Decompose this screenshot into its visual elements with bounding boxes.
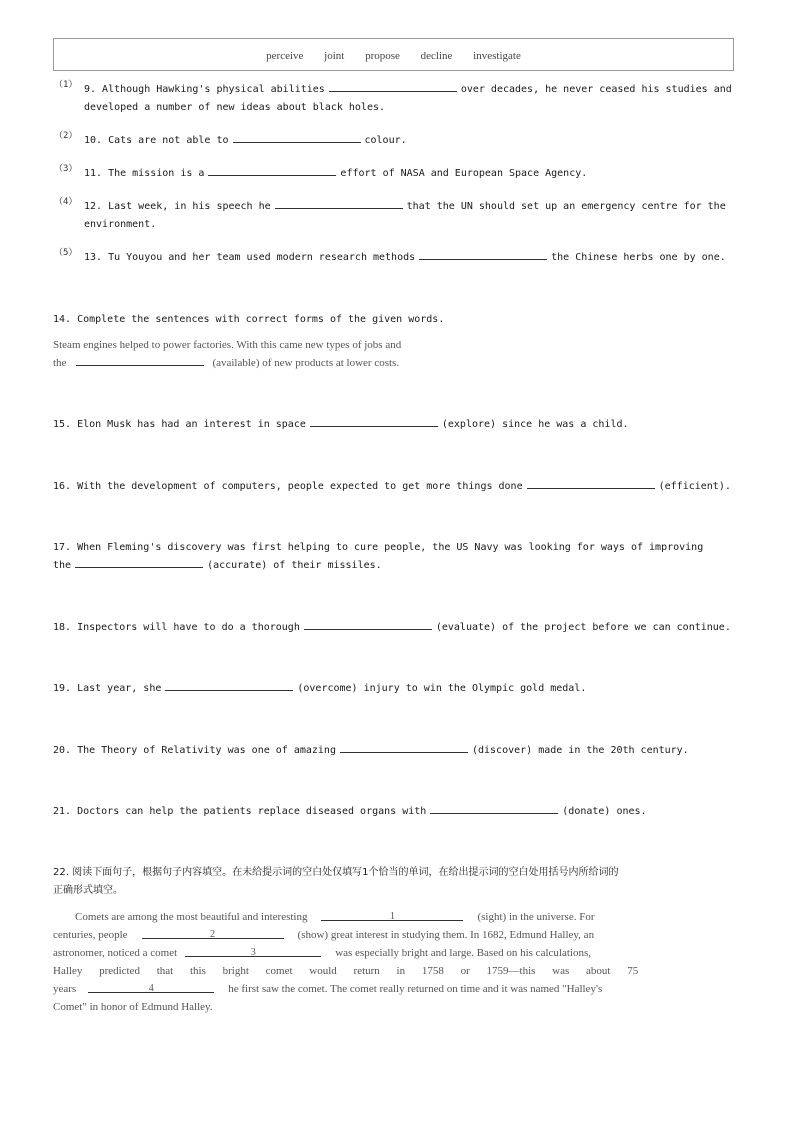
answer-blank[interactable]: [419, 249, 547, 260]
answer-blank[interactable]: [208, 165, 336, 176]
question-text: 10. Cats are not able to: [84, 135, 229, 146]
question-text: environment.: [84, 219, 157, 230]
question-text: 19. Last year, she: [53, 683, 162, 694]
question-16: [53, 478, 731, 496]
question-text: (accurate) of their missiles.: [207, 560, 382, 571]
passage-text: Comet" in honor of Edmund Halley.: [53, 1001, 213, 1013]
question-17-line: [53, 557, 382, 575]
question-text: (available) of new products at lower costs.: [212, 357, 400, 369]
question-17: 17. When Fleming's discovery was first helping to cure people, the US Navy was looking for ways of improving: [53, 542, 704, 553]
question-10: [84, 132, 407, 150]
question-9: [84, 81, 732, 99]
passage-line: [53, 908, 743, 926]
question-text: colour.: [364, 135, 407, 146]
item-marker: （3）: [54, 164, 78, 174]
question-text: 9. Although Hawking's physical abilities: [84, 84, 325, 95]
question-text: the: [53, 357, 67, 369]
question-12: [84, 198, 726, 216]
item-marker: （4）: [54, 197, 78, 207]
passage-line: [53, 926, 743, 944]
blank-number: 3: [250, 947, 256, 958]
item-marker: （1）: [54, 80, 78, 90]
question-text: (discover) made in the 20th century.: [471, 745, 689, 756]
passage-text: (sight) in the universe. For: [477, 911, 595, 923]
word-bank-item: perceive: [266, 50, 304, 62]
blank-number: 2: [210, 929, 216, 940]
question-text: 13. Tu Youyou and her team used modern research methods: [84, 252, 416, 263]
answer-blank[interactable]: [165, 680, 293, 691]
question-15: [53, 416, 629, 434]
question-text: the Chinese herbs one by one.: [551, 252, 726, 263]
answer-blank[interactable]: [233, 132, 361, 143]
question-18: [53, 619, 731, 637]
answer-blank-4[interactable]: [88, 980, 214, 993]
question-text: the: [53, 560, 72, 571]
answer-blank[interactable]: [527, 478, 655, 489]
question-text: 18. Inspectors will have to do a thorough: [53, 622, 300, 633]
question-13: [84, 249, 726, 267]
answer-blank[interactable]: [310, 416, 438, 427]
word-bank-item: investigate: [473, 50, 521, 62]
question-text: over decades, he never ceased his studies and: [460, 84, 732, 95]
question-text: (explore) since he was a child.: [441, 419, 629, 430]
question-22-instruction: 正确形式填空。: [53, 885, 123, 896]
word-bank-item: propose: [365, 50, 400, 62]
answer-blank-3[interactable]: [185, 944, 321, 957]
word-bank: [54, 50, 733, 62]
question-text: 15. Elon Musk has had an interest in space: [53, 419, 306, 430]
passage-line: [53, 944, 743, 962]
question-text: 16. With the development of computers, people expected to get more things done: [53, 481, 523, 492]
passage-text: astronomer, noticed a comet: [53, 947, 178, 959]
passage-text: Comets are among the most beautiful and interesting: [75, 911, 308, 923]
question-text: 11. The mission is a: [84, 168, 205, 179]
passage-text: was especially bright and large. Based on his calculations,: [335, 947, 591, 959]
answer-blank[interactable]: [340, 742, 468, 753]
word-bank-item: decline: [420, 50, 453, 62]
question-text: (donate) ones.: [562, 806, 647, 817]
passage-text: (show) great interest in studying them. In 1682, Edmund Halley, an: [297, 929, 595, 941]
passage-text: years: [53, 983, 77, 995]
blank-number: 4: [148, 983, 154, 994]
question-text: 20. The Theory of Relativity was one of amazing: [53, 745, 336, 756]
passage-text: he first saw the comet. The comet really returned on time and it was named "Halley's: [228, 983, 603, 995]
question-text: developed a number of new ideas about black holes.: [84, 102, 386, 113]
passage-text: Halley predicted that this bright comet would return in 1758 or 1759—this was about 75: [53, 965, 639, 977]
question-text: effort of NASA and European Space Agency.: [340, 168, 588, 179]
question-21: [53, 803, 647, 821]
item-marker: （2）: [54, 131, 78, 141]
answer-blank[interactable]: [329, 81, 457, 92]
question-text: (efficient).: [658, 481, 731, 492]
question-14-line: [53, 354, 399, 372]
answer-blank[interactable]: [430, 803, 558, 814]
word-bank-item: joint: [324, 50, 345, 62]
question-14-title: 14. Complete the sentences with correct forms of the given words.: [53, 314, 445, 325]
answer-blank-2[interactable]: [142, 926, 284, 939]
answer-blank[interactable]: [304, 619, 432, 630]
passage-text: centuries, people: [53, 929, 128, 941]
question-11: [84, 165, 587, 183]
question-text: (overcome) injury to win the Olympic gold medal.: [297, 683, 587, 694]
question-22-instruction: 22. 阅读下面句子，根据句子内容填空。在未给提示词的空白处仅填写1个恰当的单词，在给出提示词的空白处用括号内所给词的: [53, 867, 619, 878]
blank-number: 1: [389, 911, 395, 922]
question-text: 21. Doctors can help the patients replace diseased organs with: [53, 806, 427, 817]
word-bank-box: [53, 38, 734, 71]
passage-line: [53, 980, 743, 998]
question-text: that the UN should set up an emergency centre for the: [406, 201, 726, 212]
answer-blank-1[interactable]: [321, 908, 463, 921]
question-text: 12. Last week, in his speech he: [84, 201, 271, 212]
question-14-line: Steam engines helped to power factories. With this came new types of jobs and: [53, 339, 402, 351]
item-marker: （5）: [54, 248, 78, 258]
answer-blank[interactable]: [76, 355, 204, 366]
answer-blank[interactable]: [275, 198, 403, 209]
question-20: [53, 742, 689, 760]
question-text: (evaluate) of the project before we can continue.: [435, 622, 731, 633]
question-19: [53, 680, 586, 698]
answer-blank[interactable]: [75, 557, 203, 568]
